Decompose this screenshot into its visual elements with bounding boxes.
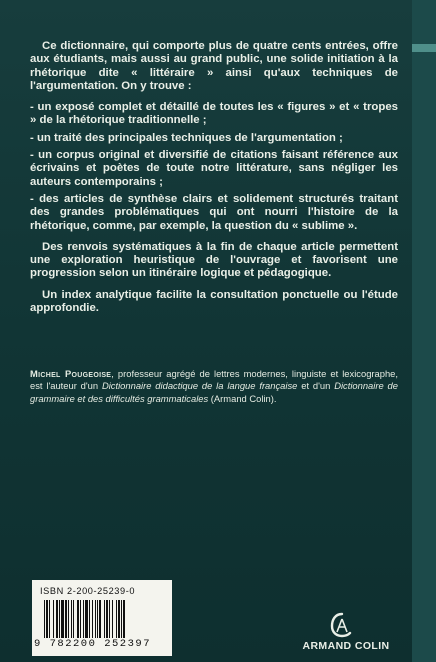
author-bio-text: , professeur agrégé de lettres modernes, linguiste et lexicographe, est l'auteur d'un: [30, 368, 398, 392]
barcode-bar: [92, 600, 93, 638]
ean-number: 9 782200 252397: [34, 638, 152, 650]
author-name: Michel Pougeoise: [30, 368, 112, 379]
author-bio-text: et d'un: [297, 380, 335, 392]
barcode-bar: [121, 600, 122, 638]
barcode-bar: [46, 600, 48, 638]
barcode-bar: [123, 600, 125, 638]
barcode-bar: [44, 600, 45, 638]
list-item: - des articles de synthèse clairs et solidement structurés traitant des grandes problématiques qui ont nourri l'histoire de la rhétorique, comme, par exemple, la question du « sublime ».: [30, 192, 398, 232]
armand-colin-logo: [330, 612, 354, 638]
barcode-bar: [56, 600, 58, 638]
renvois-paragraph: Des renvois systématiques à la fin de chaque article permettent une exploration heuristique de l'ouvrage et favorisent une progression selon un itinéraire logique et pédagogique.: [30, 240, 398, 280]
barcode-bar: [104, 600, 105, 638]
barcode-bar: [53, 600, 54, 638]
list-item: - un corpus original et diversifié de citations faisant référence aux écrivains et poètes de toute notre littérature, sans négliger les auteurs contemporains ;: [30, 149, 398, 188]
barcode-bar: [85, 600, 88, 638]
barcode-bar: [109, 600, 110, 638]
barcode-bar: [49, 600, 50, 638]
barcode-bar: [65, 600, 67, 638]
barcode-bar: [61, 600, 64, 638]
barcode-bar: [71, 600, 72, 638]
intro-paragraph: Ce dictionnaire, qui comporte plus de quatre cents entrées, offre aux étudiants, mais aussi au grand public, une solide initiation à la rhétorique dite « littéraire » ainsi qu'aux techniques de l'argumentation. On y trouve :: [30, 40, 398, 92]
barcode-bar: [99, 600, 101, 638]
barcode-bar: [95, 600, 96, 638]
isbn-label: ISBN 2-200-25239-0: [40, 586, 136, 596]
barcode-bar: [83, 600, 84, 638]
barcode-bar: [59, 600, 60, 638]
barcode-bar: [118, 600, 120, 638]
side-stripe: [412, 0, 436, 662]
author-bio: [30, 368, 398, 405]
barcode-bar: [116, 600, 117, 638]
barcode-bar: [80, 600, 81, 638]
barcode-bar: [68, 600, 69, 638]
stripe-accent: [412, 44, 436, 52]
book-title: Dictionnaire didactique de la langue française: [101, 380, 298, 392]
barcode-bar: [89, 600, 90, 638]
barcode-bar: [97, 600, 98, 638]
barcode-bar: [73, 600, 74, 638]
author-bio-text: (Armand Colin).: [208, 392, 277, 404]
list-item: - un exposé complet et détaillé de toutes les « figures » et « tropes » de la rhétorique traditionnelle ;: [30, 101, 398, 127]
barcode-bar: [112, 600, 113, 638]
barcode-bar: [77, 600, 79, 638]
publisher-name: ARMAND COLIN: [302, 640, 390, 652]
list-item: - un traité des principales techniques de l'argumentation ;: [30, 131, 343, 144]
book-title: Dictionnaire de grammaire et des difficultés grammaticales: [30, 380, 398, 404]
barcode-bar: [106, 600, 108, 638]
barcode-box: [32, 580, 172, 656]
index-paragraph: Un index analytique facilite la consultation ponctuelle ou l'étude approfondie.: [30, 288, 398, 315]
barcode-bars: [44, 600, 164, 638]
description-text: [30, 40, 398, 323]
